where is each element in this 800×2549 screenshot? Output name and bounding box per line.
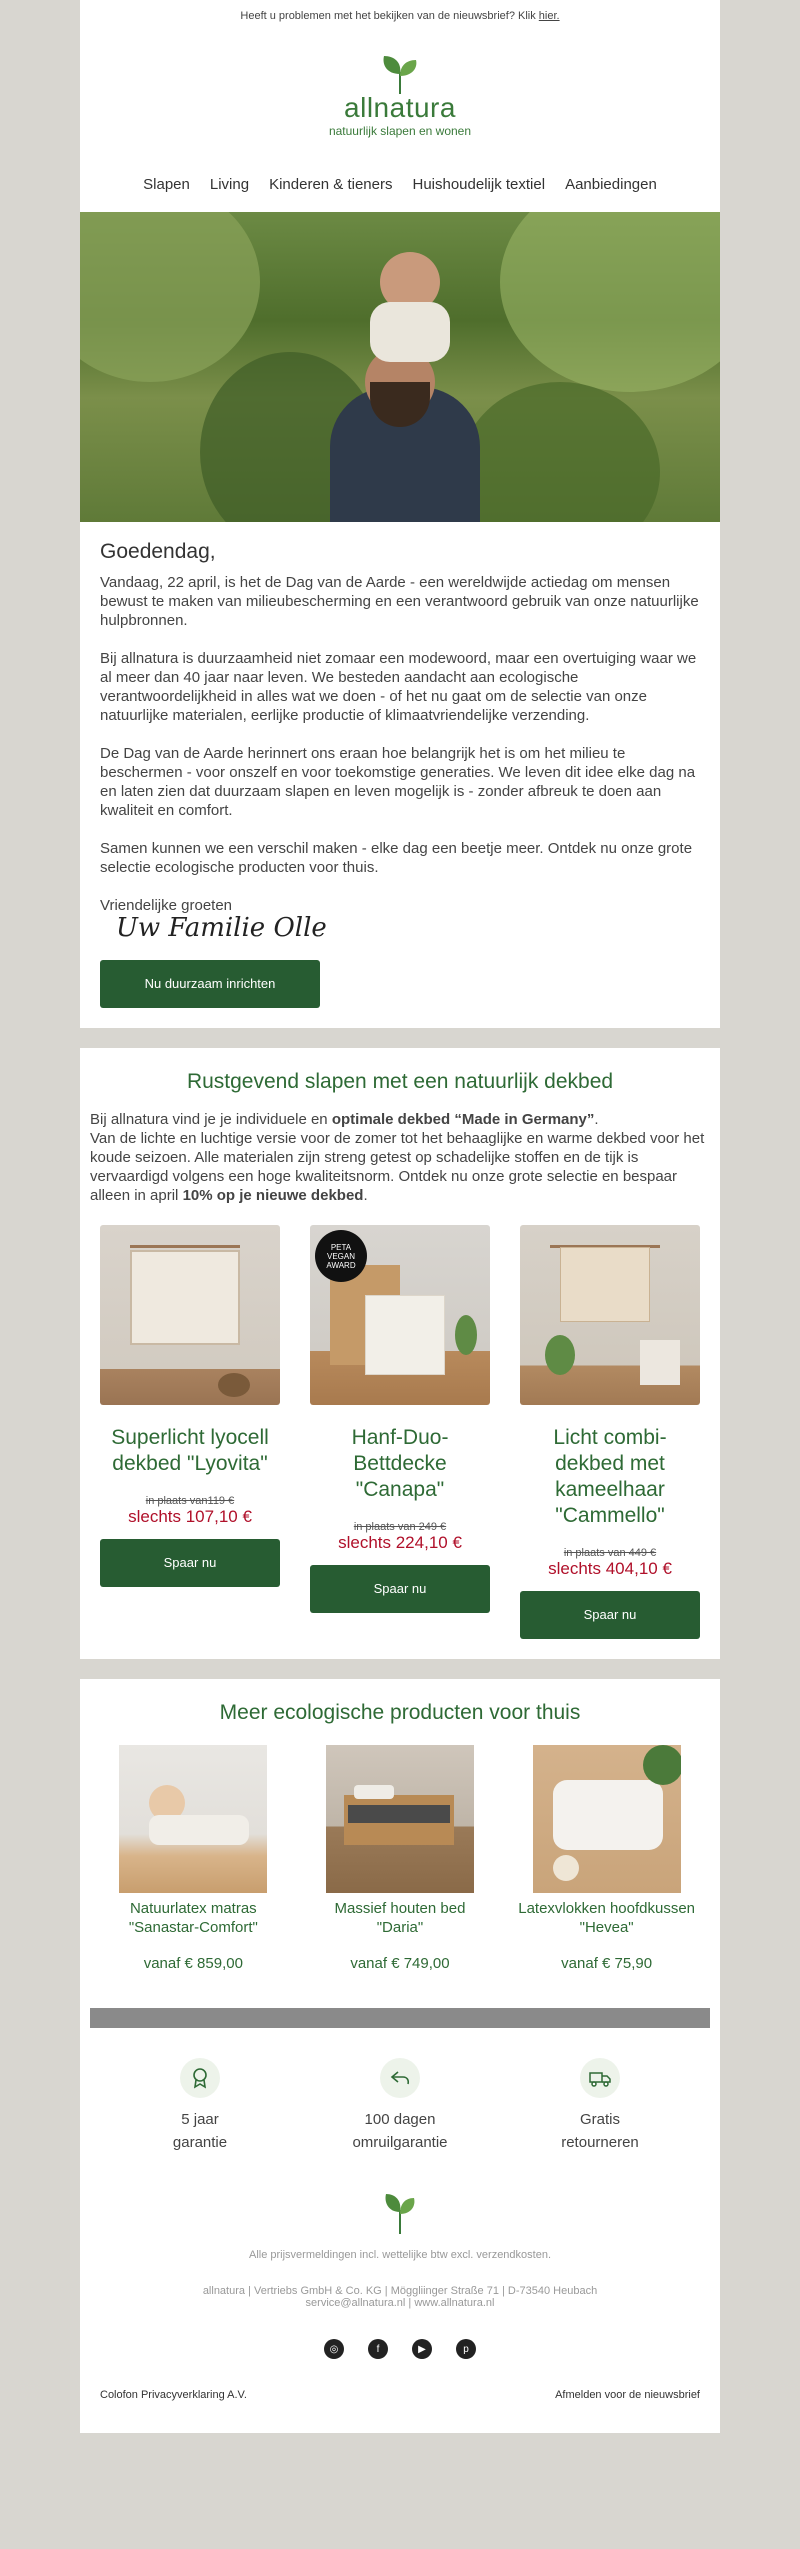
footer-links: [80, 2377, 720, 2413]
brand-name: allnatura: [344, 92, 456, 123]
facebook-icon[interactable]: f: [368, 2339, 388, 2359]
award-icon: [180, 2058, 220, 2098]
company-contact[interactable]: service@allnatura.nl | www.allnatura.nl: [305, 2297, 495, 2309]
letter-section: [80, 522, 720, 1028]
usp-line-2: retourneren: [561, 2134, 639, 2151]
duvet-image[interactable]: [520, 1225, 700, 1405]
save-now-button[interactable]: Spaar nu: [520, 1591, 700, 1639]
old-price: in plaats van 249 €: [353, 1521, 447, 1533]
duvet-card: [100, 1225, 280, 1639]
letter-paragraph-3: De Dag van de Aarde herinnert ons eraan hoe belangrijk het is om het milieu te beschermen - voor onszelf en voor toekomstige generaties. We leven dit idee elke dag na en laten zien dat duurzaam slapen en leven mogelijk is - zonder afbreuk te doen aan kwaliteit en comfort.: [100, 745, 696, 819]
duvet-card: [310, 1225, 490, 1639]
greeting: Goedendag,: [100, 540, 216, 563]
unsubscribe-link[interactable]: Afmelden voor de nieuwsbrief: [555, 2389, 700, 2401]
product-price: vanaf € 859,00: [143, 1955, 243, 1972]
product-card: [517, 1745, 697, 1972]
youtube-icon[interactable]: ▶: [412, 2339, 432, 2359]
sale-price: slechts 404,10 €: [548, 1559, 672, 1578]
more-products-list: [80, 1725, 720, 1972]
more-products-title: Meer ecologische producten voor thuis: [219, 1701, 581, 1724]
duvet-list: [80, 1225, 720, 1639]
intro-bold: optimale dekbed “Made in Germany”: [331, 1111, 595, 1128]
usp-line-1: 100 dagen: [364, 2111, 436, 2128]
old-price: in plaats van 449 €: [563, 1547, 657, 1559]
leaf-footer-icon: [380, 2190, 420, 2234]
intro-text: Bij allnatura vind je je individuele en: [90, 1111, 332, 1128]
legal-links[interactable]: Colofon Privacyverklaring A.V.: [100, 2389, 247, 2401]
usp-item: [510, 2058, 690, 2154]
product-image[interactable]: [119, 1745, 267, 1893]
view-online-text: Heeft u problemen met het bekijken van de nieuwsbrief? Klik: [240, 10, 536, 22]
duvet-name[interactable]: Licht combi-dekbed met kameelhaar "Cammello": [553, 1426, 667, 1527]
nav-item-aanbiedingen[interactable]: Aanbiedingen: [565, 175, 657, 193]
vegan-award-badge: PETA VEGAN AWARD: [315, 1230, 367, 1282]
duvets-section: [80, 1048, 720, 1659]
view-online-bar: [80, 0, 720, 36]
newsletter: [80, 0, 720, 1028]
signature: Uw Familie Olle: [116, 913, 327, 943]
intro-text: .: [594, 1111, 599, 1128]
sale-price: slechts 107,10 €: [128, 1507, 252, 1526]
usp-line-1: Gratis: [579, 2111, 620, 2128]
brand-tagline: natuurlijk slapen en wonen: [328, 124, 472, 138]
usp-item: [310, 2058, 490, 2154]
duvet-image[interactable]: [310, 1225, 490, 1405]
footer-logo[interactable]: [80, 2174, 720, 2249]
main-nav: [80, 156, 720, 212]
duvet-card: [520, 1225, 700, 1639]
product-name[interactable]: Massief houten bed "Daria": [334, 1900, 466, 1936]
intro-text: Van de lichte en luchtige versie voor de zomer tot het behaaglijke en warme dekbed voor het koude seizoen. Alle materialen zijn streng getest op schadelijke stoffen en de tijk is vervaardigd volgens een hoge kwaliteitsnorm. Ontdek nu onze grote selectie en bespaar alleen in april: [90, 1130, 705, 1204]
company-address: allnatura | Vertriebs GmbH & Co. KG | Möggliinger Straße 71 | D-73540 Heubach: [202, 2285, 598, 2297]
logo[interactable]: [80, 36, 720, 156]
usp-line-1: 5 jaar: [181, 2111, 219, 2128]
letter-paragraph-4: Samen kunnen we een verschil maken - elke dag een beetje meer. Ontdek nu onze grote selectie ecologische producten voor thuis.: [100, 840, 693, 876]
nav-item-living[interactable]: Living: [209, 175, 250, 193]
product-price: vanaf € 75,90: [561, 1955, 653, 1972]
usp-list: [80, 2028, 720, 2174]
duvet-name[interactable]: Hanf-Duo-Bettdecke "Canapa": [351, 1426, 449, 1501]
divider-bar: [90, 2008, 710, 2028]
sale-price: slechts 224,10 €: [338, 1533, 462, 1552]
return-arrow-icon: [380, 2058, 420, 2098]
product-image[interactable]: [533, 1745, 681, 1893]
view-online-link[interactable]: hier.: [538, 10, 560, 22]
save-now-button[interactable]: Spaar nu: [310, 1565, 490, 1613]
shop-sustainable-button[interactable]: Nu duurzaam inrichten: [100, 960, 320, 1008]
product-card: [103, 1745, 283, 1972]
product-image[interactable]: [326, 1745, 474, 1893]
usp-item: [110, 2058, 290, 2154]
usp-line-2: garantie: [172, 2134, 228, 2151]
instagram-icon[interactable]: ◎: [324, 2339, 344, 2359]
more-products-section: [80, 1679, 720, 2433]
intro-bold: 10% op je nieuwe dekbed: [182, 1187, 364, 1204]
closing: Vriendelijke groeten: [100, 897, 233, 914]
hero-image[interactable]: [80, 212, 720, 522]
letter-paragraph-2: Bij allnatura is duurzaamheid niet zomaar een modewoord, maar een overtuiging waar we al meer dan 40 jaar naar leven. We besteden aandacht aan ecologische verantwoordelijkheid in alles wat we doen - of het nu gaat om de selectie van onze natuurlijke materialen, eerlijke productie of klimaatvriendelijke verzending.: [100, 650, 697, 724]
duvets-intro: [80, 1094, 720, 1225]
product-name[interactable]: Latexvlokken hoofdkussen "Hevea": [518, 1900, 696, 1936]
nav-item-kinderen[interactable]: Kinderen & tieners: [269, 175, 393, 193]
intro-text: .: [363, 1187, 368, 1204]
product-card: [310, 1745, 490, 1972]
letter-paragraph-1: Vandaag, 22 april, is het de Dag van de Aarde - een wereldwijde actiedag om mensen bewust te maken van milieubescherming en een verantwoord gebruik van onze natuurlijke hulpbronnen.: [100, 574, 699, 629]
nav-item-textiel[interactable]: Huishoudelijk textiel: [412, 175, 546, 193]
pinterest-icon[interactable]: p: [456, 2339, 476, 2359]
prices-note: Alle prijsvermeldingen incl. wettelijke btw excl. verzendkosten.: [248, 2249, 552, 2261]
old-price: in plaats van119 €: [145, 1495, 235, 1507]
product-name[interactable]: Natuurlatex matras "Sanastar-Comfort": [128, 1900, 258, 1936]
duvet-image[interactable]: [100, 1225, 280, 1405]
truck-icon: [580, 2058, 620, 2098]
usp-line-2: omruilgarantie: [352, 2134, 448, 2151]
social-links: [80, 2309, 720, 2377]
duvets-title: Rustgevend slapen met een natuurlijk dekbed: [186, 1070, 614, 1093]
duvet-name[interactable]: Superlicht lyocell dekbed "Lyovita": [111, 1426, 269, 1475]
save-now-button[interactable]: Spaar nu: [100, 1539, 280, 1587]
product-price: vanaf € 749,00: [350, 1955, 450, 1972]
leaf-logo-icon: [376, 54, 424, 94]
nav-item-slapen[interactable]: Slapen: [143, 175, 190, 193]
